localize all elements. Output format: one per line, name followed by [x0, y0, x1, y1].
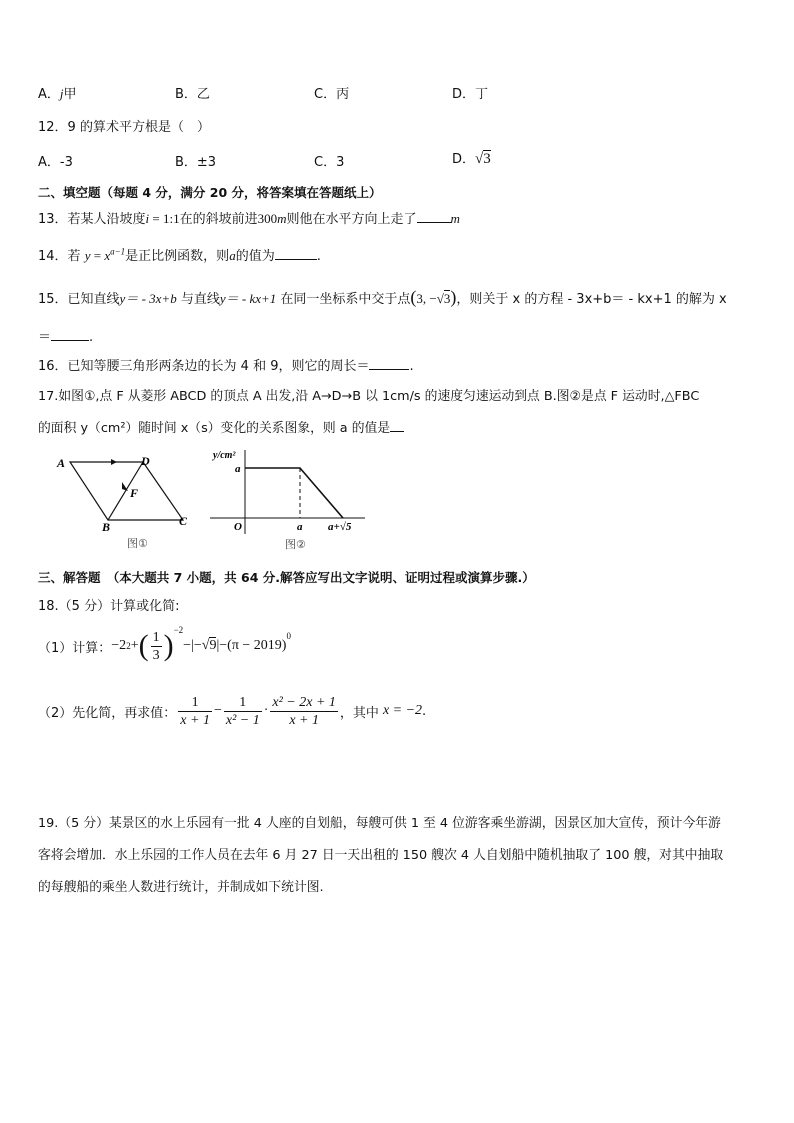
q13-text: 13．若某人沿坡度i = 1:1在的斜坡前进300m则他在水平方向上走了 m	[38, 211, 460, 227]
q16-text: 16．已知等腰三角形两条边的长为 4 和 9，则它的周长＝ .	[38, 359, 414, 374]
y-axis-label: y/cm²	[213, 450, 236, 461]
arrow-d-to-b	[122, 482, 128, 491]
q18-part1: （1）计算： −2 2 + ( $\frac{1}{3}$ ) $^{-2}$ −|− √9 |−(π − 2019) $^0$	[38, 625, 291, 663]
q15-answer-blank[interactable]	[51, 328, 89, 341]
q12-stem: 12．9 的算术平方根是（ ）	[38, 120, 210, 135]
figure-1-rhombus	[55, 450, 200, 550]
q17-answer-blank[interactable]	[390, 419, 404, 432]
label-origin: O	[234, 521, 242, 533]
q16-answer-blank[interactable]	[369, 357, 409, 370]
caption-fig2: 图②	[285, 538, 306, 551]
q12-option-a: A．-3	[38, 155, 73, 170]
q12-option-d: D．√3	[452, 151, 491, 167]
q15-line1: 15．已知直线y＝ - 3x+b 与直线y＝ - kx+1 在同一坐标系中交于点(3, −√3)，则关于 x 的方程 - 3x+b＝ - kx+1 的解为 x	[38, 287, 727, 307]
rhombus-shape	[70, 462, 183, 520]
label-d: D	[141, 454, 150, 468]
q15-line2: ＝ .	[38, 330, 94, 345]
arrow-a-to-d	[111, 459, 117, 465]
label-a-y: a	[235, 463, 241, 475]
q11-option-c: C．丙	[314, 87, 350, 102]
q14-answer-blank[interactable]	[275, 247, 317, 260]
label-f: F	[130, 486, 139, 500]
q19-line2: 客将会增加．水上乐园的工作人员在去年 6 月 27 日一天出租的 150 艘次 4 人自划船中随机抽取了 100 艘，对其中抽取	[38, 848, 724, 863]
label-a: A	[57, 456, 66, 470]
q19-line1: 19.（5 分）某景区的水上乐园有一批 4 人座的自划船，每艘可供 1 至 4 位游客乘坐游湖，因景区加大宣传，预计今年游	[38, 816, 721, 831]
label-a-x: a	[297, 521, 303, 533]
q13-answer-blank[interactable]	[417, 210, 451, 223]
label-c: C	[179, 514, 188, 528]
caption-fig1: 图①	[127, 537, 148, 550]
figure-2-graph	[205, 446, 370, 552]
section-2-heading: 二、填空题（每题 4 分，满分 20 分，将答案填在答题纸上）	[38, 185, 382, 200]
q18-part2: （2）先化简，再求值： $\frac{1}{x + 1}$ − $\frac{1}{\text{x² − 1}}$ · $\frac{\text{x² − 2x + 1}}{x + 1}$ ，其中 x = −2 .	[38, 694, 427, 728]
q17-line2: 的面积 y（cm²）随时间 x（s）变化的关系图象，则 a 的值是	[38, 417, 404, 436]
area-function-line	[245, 468, 343, 518]
q12-option-c: C．3	[314, 155, 345, 170]
q18-stem: 18.（5 分）计算或化简:	[38, 599, 180, 614]
q11-option-a: A．j甲	[38, 86, 77, 102]
section-3-heading: 三、解答题 （本大题共 7 小题，共 64 分.解答应写出文字说明、证明过程或演算步骤.）	[38, 570, 535, 585]
q19-line3: 的每艘船的乘坐人数进行统计，并制成如下统计图.	[38, 880, 324, 895]
label-b: B	[102, 520, 111, 534]
q11-option-b: B．乙	[175, 87, 210, 102]
q14-text: 14．若 $y = x^{a-1}$是正比例函数，则a的值为 .	[38, 246, 321, 264]
q17-line1: 17.如图①,点 F 从菱形 ABCD 的顶点 A 出发,沿 A→D→B 以 1cm/s 的速度匀速运动到点 B.图②是点 F 运动时,△FBC	[38, 389, 700, 404]
q11-option-d: D．丁	[452, 87, 489, 102]
label-a-end: a+√5	[328, 521, 352, 533]
q12-option-b: B．±3	[175, 155, 217, 170]
